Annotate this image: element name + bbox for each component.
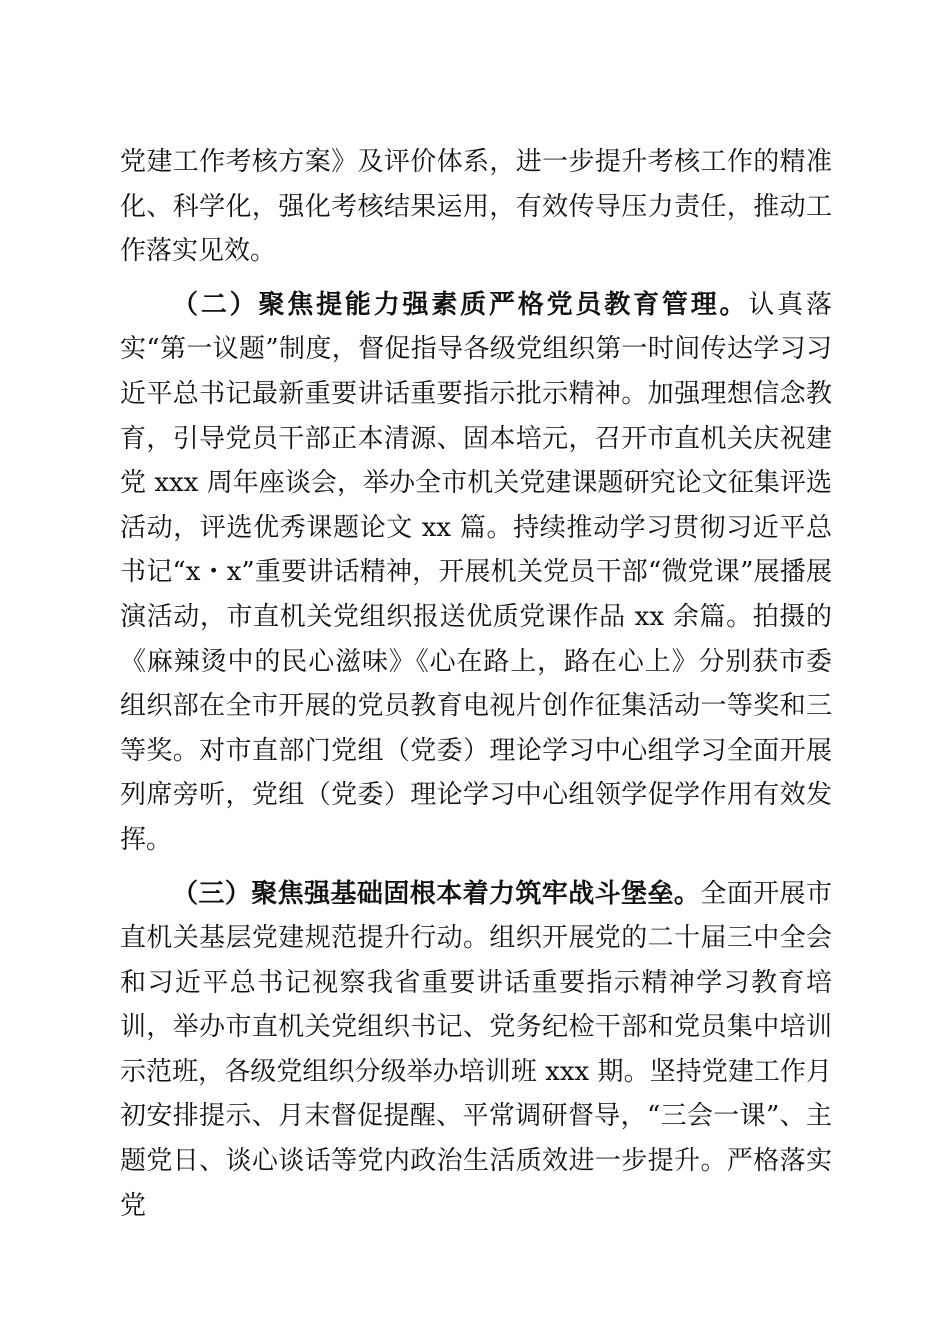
section-three-body: 全面开展市直机关基层党建规范提升行动。组织开展党的二十届三中全会和习近平总书记视察我省重要讲话重要指示精神学习教育培训，举办市直机关党组织书记、党务纪检干部和党员集中培训示范班，各级党组织分级举办培训班 xxx 期。坚持党建工作月初安排提示、月末督促提醒、平常调研督导，“三会一课”、主题党日、谈心谈话等党内政治生活质效进一步提升。严格落实党 bbox=[120, 878, 832, 1221]
paragraph-section-three bbox=[120, 872, 832, 1229]
paragraph-gap bbox=[120, 863, 832, 872]
paragraph-1-body: 党建工作考核方案》及评价体系，进一步提升考核工作的精准化、科学化，强化考核结果运用，有效传导压力责任，推动工作落实见效。 bbox=[120, 147, 832, 267]
paragraph-continuation bbox=[120, 140, 832, 274]
section-three-heading: （三）聚焦强基础固根本着力筑牢战斗堡垒。 bbox=[172, 878, 701, 909]
paragraph-gap bbox=[120, 274, 832, 283]
document-body bbox=[120, 140, 832, 1228]
section-two-body: 认真落实“第一议题”制度，督促指导各级党组织第一时间传达学习习近平总书记最新重要讲话重要指示批示精神。加强理想信念教育，引导党员干部正本清源、固本培元，召开市直机关庆祝建党 xxx 周年座谈会，举办全市机关党建课题研究论文征集评选活动，评选优秀课题论文 xx 篇。持续推动学习贯彻习近平总书记“x・x”重要讲话精神，开展机关党员干部“微党课”展播展演活动，市直机关党组织报送优质党课作品 xx 余篇。拍摄的《麻辣烫中的民心滋味》《心在路上，路在心上》分别获市委组织部在全市开展的党员教育电视片创作征集活动一等奖和三等奖。对市直部门党组（党委）理论学习中心组学习全面开展列席旁听，党组（党委）理论学习中心组领学促学作用有效发挥。 bbox=[120, 289, 832, 855]
paragraph-section-two bbox=[120, 283, 832, 863]
section-two-heading: （二）聚焦提能力强素质严格党员教育管理。 bbox=[172, 289, 749, 320]
